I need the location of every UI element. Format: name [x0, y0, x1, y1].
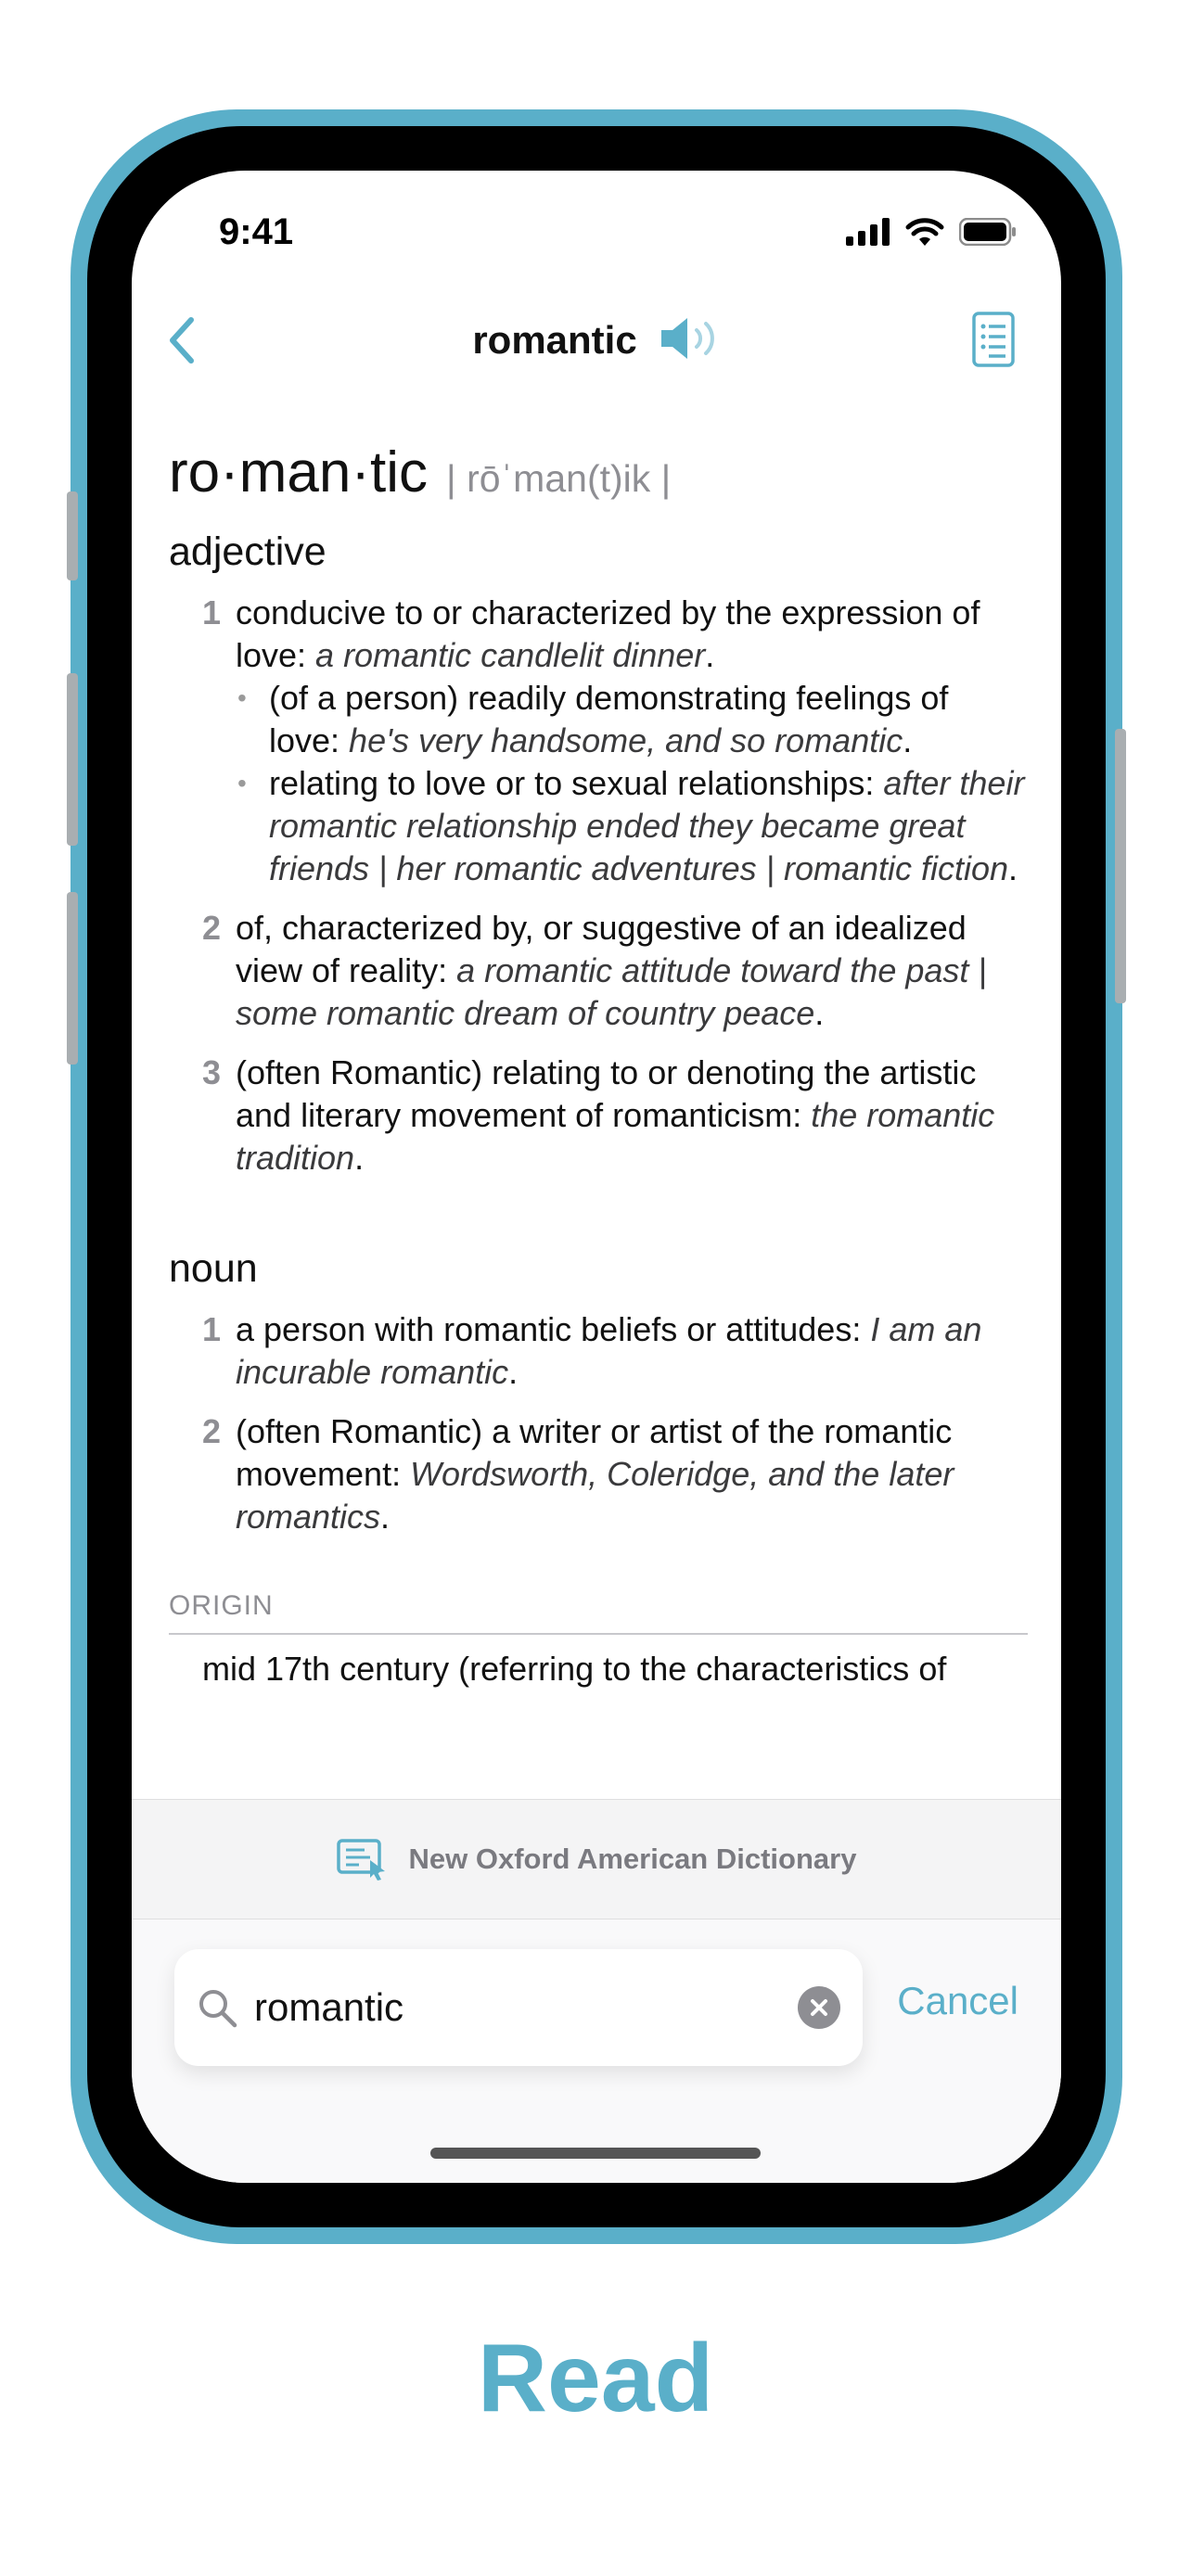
definition-text: relating to love or to sexual relationships:	[269, 764, 884, 802]
battery-icon	[959, 218, 1017, 250]
power-button	[1115, 729, 1126, 1003]
definition-end: .	[705, 636, 715, 674]
definition-text: conducive to or characterized by the expression of love:	[236, 593, 980, 674]
search-icon	[197, 1987, 237, 2028]
contents-button[interactable]	[961, 304, 1026, 375]
sense-number: 2	[202, 909, 222, 947]
definition-sense	[169, 592, 1028, 890]
definition-example: I am an incurable romantic	[236, 1310, 982, 1391]
definition-example: the romantic tradition	[236, 1096, 995, 1177]
volume-up-button	[67, 673, 78, 846]
definition-sense	[169, 1052, 1028, 1180]
dictionary-name: New Oxford American Dictionary	[408, 1843, 857, 1875]
definition-example: after their romantic relationship ended they became great friends | her romantic adventures | romantic fiction	[269, 764, 1025, 887]
subsense	[236, 677, 1028, 762]
dictionary-entry	[169, 440, 1028, 1689]
feature-caption: Read	[477, 2325, 714, 2432]
definition-text: of, characterized by, or suggestive of an idealized view of reality:	[236, 909, 967, 989]
definition-end: .	[354, 1139, 365, 1177]
definition-sense	[169, 907, 1028, 1035]
status-icons	[846, 217, 1017, 251]
search-field[interactable]	[174, 1949, 863, 2066]
origin-text: mid 17th century (referring to the characteristics of	[202, 1650, 947, 1688]
dictionary-source-bar[interactable]	[132, 1799, 1061, 1919]
silent-switch	[67, 491, 78, 580]
sense-number: 1	[202, 593, 222, 631]
search-area	[132, 1919, 1061, 2183]
search-input[interactable]: romantic	[254, 1985, 404, 2029]
part-of-speech-adjective: adjective	[169, 529, 327, 574]
origin-label: ORIGIN	[169, 1590, 1028, 1635]
section-spacer	[169, 1180, 1028, 1246]
definition-sense	[169, 1410, 1028, 1538]
part-of-speech-noun: noun	[169, 1246, 258, 1291]
sense-number: 3	[202, 1053, 222, 1091]
nav-title: romantic	[472, 318, 637, 362]
clear-search-button[interactable]	[798, 1986, 840, 2029]
sense-number: 2	[202, 1412, 222, 1450]
close-icon	[809, 1997, 829, 2018]
definition-sense	[169, 1308, 1028, 1394]
cancel-button[interactable]: Cancel	[897, 1979, 1018, 2022]
definition-text: a person with romantic beliefs or attitudes:	[236, 1310, 871, 1348]
definition-end: .	[1008, 849, 1018, 887]
sense-number: 1	[202, 1310, 222, 1348]
subsense	[236, 762, 1028, 890]
definition-end: .	[508, 1353, 519, 1391]
definition-end: .	[380, 1498, 391, 1536]
phone-screen	[132, 171, 1061, 2183]
cellular-signal-icon	[846, 218, 890, 250]
definition-text: (often Romantic) relating to or denoting the artistic and literary movement of romanticism:	[236, 1053, 977, 1134]
definition-example: a romantic attitude toward the past | some romantic dream of country peace	[236, 951, 987, 1032]
definition-end: .	[814, 994, 825, 1032]
definition-end: .	[903, 721, 913, 759]
headword-line	[169, 440, 1028, 505]
pronunciation: | rōˈman(t)ik |	[446, 457, 672, 500]
dictionary-select-icon	[337, 1838, 389, 1881]
status-time: 9:41	[219, 211, 294, 252]
document-list-icon	[972, 312, 1015, 367]
volume-down-button	[67, 892, 78, 1065]
definition-example: he's very handsome, and so romantic	[349, 721, 903, 759]
home-indicator[interactable]	[430, 2148, 761, 2159]
definition-text: (of a person) readily demonstrating feelings of love:	[269, 679, 949, 759]
headword: ro·man·tic	[169, 440, 429, 504]
definition-text: (often Romantic) a writer or artist of the romantic movement:	[236, 1412, 953, 1493]
definition-example: a romantic candlelit dinner	[315, 636, 706, 674]
definition-example: Wordsworth, Coleridge, and the later romantics	[236, 1455, 954, 1536]
nav-title-bar	[132, 308, 1061, 373]
speaker-icon[interactable]	[660, 315, 721, 366]
wifi-icon	[905, 217, 944, 251]
